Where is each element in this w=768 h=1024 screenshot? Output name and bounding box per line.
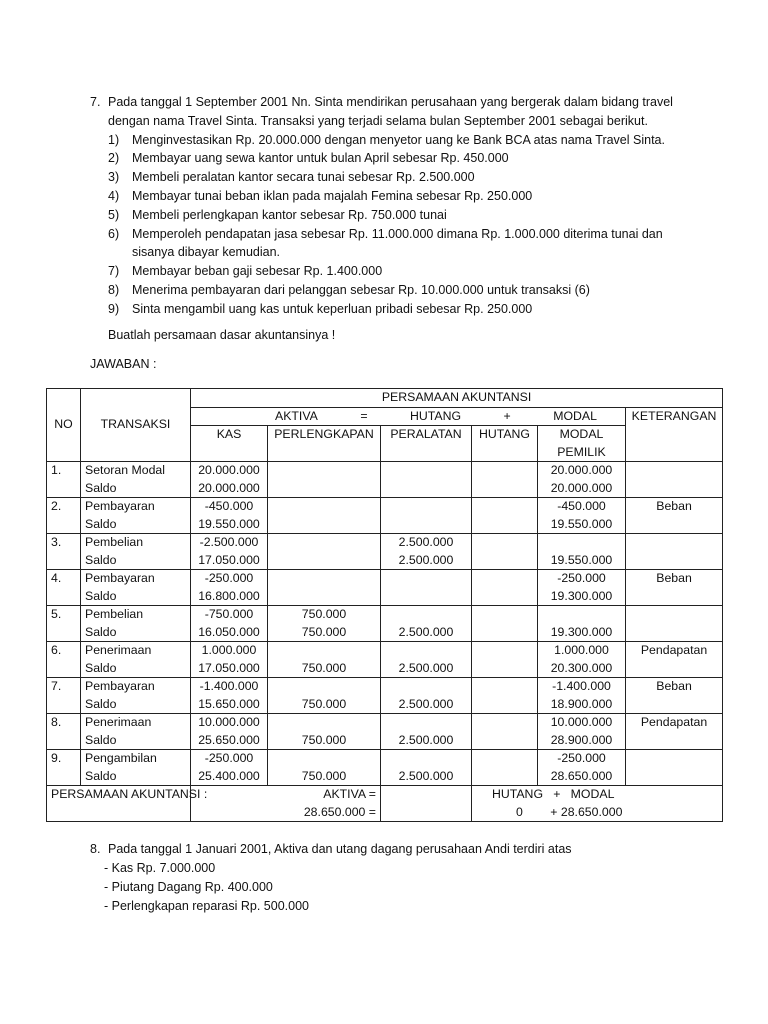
cell-peralatan [381, 750, 472, 786]
cell-hutang-saldo [476, 552, 533, 570]
cell-perlengkapan-change [272, 462, 376, 480]
row-no [47, 498, 81, 534]
transaksi-text: Pembayaran [85, 679, 155, 693]
cell-perlengkapan [268, 498, 381, 534]
cell-hutang-saldo [476, 480, 533, 498]
keterangan-text: Beban [656, 571, 692, 585]
footer-modal-value: + 28.650.000 [550, 804, 623, 819]
question-text: Pada tanggal 1 Januari 2001, Aktiva dan utang dagang perusahaan Andi terdiri atas [108, 842, 572, 856]
transaction-item [108, 168, 710, 187]
transaksi-text: Setoran Modal [85, 463, 165, 477]
cell-peralatan-change [385, 462, 467, 480]
asset-list [90, 859, 572, 916]
item-text-line: Membeli perlengkapan kantor sebesar Rp. 750.000 tunai [132, 207, 447, 222]
row-transaksi [81, 498, 191, 534]
cell-hutang [472, 642, 538, 678]
cell-perlengkapan [268, 642, 381, 678]
cell-kas [191, 498, 268, 534]
cell-keterangan [626, 678, 723, 714]
cell-kas [191, 678, 268, 714]
cell-perlengkapan-change [272, 534, 376, 552]
row-no-text: 8. [51, 715, 62, 729]
cell-modal-change: -250.000 [557, 571, 606, 585]
cell-kas-change: 20.000.000 [198, 463, 260, 477]
transaksi-text: Pembelian [85, 607, 144, 621]
question-text: Pada tanggal 1 September 2001 Nn. Sinta mendirikan perusahaan yang bergerak dalam bidang travel [108, 95, 673, 109]
header-transaksi: TRANSAKSI [81, 389, 191, 462]
cell-modal-saldo: 20.000.000 [550, 480, 613, 495]
cell-kas-saldo: 25.400.000 [198, 768, 260, 783]
header-modal: MODAL [553, 408, 597, 423]
cell-peralatan [381, 534, 472, 570]
cell-peralatan-change [385, 642, 467, 660]
cell-hutang-saldo [476, 696, 533, 714]
item-text [132, 187, 532, 206]
cell-peralatan-change: 2.500.000 [398, 535, 454, 549]
row-no-text: 3. [51, 535, 62, 549]
cell-peralatan-saldo [385, 516, 467, 534]
cell-peralatan [381, 642, 472, 678]
cell-hutang [472, 498, 538, 534]
saldo-label: Saldo [85, 732, 117, 747]
cell-perlengkapan [268, 750, 381, 786]
cell-hutang [472, 606, 538, 642]
cell-modal-saldo: 19.300.000 [550, 588, 613, 603]
cell-perlengkapan-change [272, 642, 376, 660]
cell-kas [191, 534, 268, 570]
footer-label: PERSAMAAN AKUNTANSI : [47, 786, 191, 822]
cell-kas-change: -250.000 [204, 571, 254, 585]
cell-modal-change: -1.400.000 [552, 679, 611, 693]
cell-peralatan-change [385, 498, 467, 516]
item-number: 3) [108, 170, 120, 185]
cell-modal-saldo: 19.550.000 [550, 552, 613, 567]
transaction-item [108, 225, 710, 263]
cell-peralatan-saldo: 2.500.000 [398, 660, 454, 675]
table-row [47, 642, 723, 678]
cell-peralatan-change [385, 606, 467, 624]
row-transaksi [81, 570, 191, 606]
keterangan-text: Pendapatan [640, 715, 708, 729]
cell-modal [538, 462, 626, 498]
cell-hutang-change [476, 606, 533, 624]
accounting-equation-table [46, 388, 723, 822]
footer-rhs-values [476, 804, 718, 822]
question-7-body [108, 112, 710, 319]
cell-perlengkapan [268, 714, 381, 750]
saldo-label: Saldo [85, 480, 117, 495]
table-row [47, 714, 723, 750]
transaksi-text: Penerimaan [85, 715, 152, 729]
transaction-item [108, 206, 710, 225]
row-no-text: 4. [51, 571, 62, 585]
cell-peralatan [381, 498, 472, 534]
header-aktiva: AKTIVA [275, 408, 318, 423]
cell-peralatan [381, 462, 472, 498]
row-no-text: 2. [51, 499, 62, 513]
cell-modal-change: 20.000.000 [550, 463, 613, 477]
cell-hutang-saldo [476, 768, 533, 786]
row-no [47, 606, 81, 642]
cell-modal-change: 10.000.000 [550, 715, 613, 729]
question-text-cont: dengan nama Travel Sinta. Transaksi yang terjadi selama bulan September 2001 sebagai berikut. [108, 113, 648, 128]
cell-kas-change: -1.400.000 [199, 679, 259, 693]
header-peralatan: PERALATAN [381, 426, 472, 462]
cell-peralatan-saldo [385, 480, 467, 498]
transaction-item [108, 300, 710, 319]
cell-modal-saldo: 28.650.000 [550, 768, 613, 783]
answer-label: JAWABAN : [90, 357, 157, 371]
question-number: 7. [90, 95, 101, 109]
cell-keterangan [626, 462, 723, 498]
footer-aktiva [191, 786, 381, 822]
row-no-text: 1. [51, 463, 62, 477]
saldo-label: Saldo [85, 588, 117, 603]
transaksi-text: Pengambilan [85, 751, 157, 765]
footer-hutang-value: 0 [516, 804, 523, 819]
cell-kas [191, 642, 268, 678]
item-number: 1) [108, 132, 120, 147]
keterangan-text: Beban [656, 679, 692, 693]
asset-item: - Piutang Dagang Rp. 400.000 [104, 880, 273, 894]
item-text-line: Sinta mengambil uang kas untuk keperluan pribadi sebesar Rp. 250.000 [132, 301, 533, 316]
table-row [47, 750, 723, 786]
cell-perlengkapan-change: 750.000 [301, 607, 347, 621]
keterangan-text: Beban [656, 499, 692, 513]
keterangan-text: Pendapatan [640, 643, 708, 657]
cell-perlengkapan-change [272, 714, 376, 732]
cell-kas-saldo: 25.650.000 [198, 732, 260, 747]
cell-modal-change [542, 606, 621, 624]
transaction-item [108, 187, 710, 206]
item-text-line: Membayar uang sewa kantor untuk bulan April sebesar Rp. 450.000 [132, 151, 509, 166]
cell-hutang-saldo [476, 624, 533, 642]
row-transaksi [81, 750, 191, 786]
row-no [47, 714, 81, 750]
item-text-line: Menerima pembayaran dari pelanggan sebesar Rp. 10.000.000 untuk transaksi (6) [132, 282, 590, 297]
cell-modal-saldo: 19.300.000 [550, 624, 613, 639]
item-number: 8) [108, 282, 120, 297]
item-number: 4) [108, 188, 120, 203]
transaksi-text: Pembayaran [85, 499, 155, 513]
cell-perlengkapan-saldo [272, 516, 376, 534]
cell-modal [538, 534, 626, 570]
instruction-text: Buatlah persamaan dasar akuntansinya ! [108, 328, 336, 342]
cell-keterangan [626, 534, 723, 570]
saldo-label: Saldo [85, 696, 117, 711]
item-text [132, 300, 532, 319]
cell-kas-saldo: 20.000.000 [198, 480, 260, 495]
cell-peralatan-saldo: 2.500.000 [398, 732, 454, 747]
item-text-line: Membayar beban gaji sebesar Rp. 1.400.000 [132, 264, 383, 279]
cell-perlengkapan [268, 534, 381, 570]
cell-perlengkapan-saldo [272, 588, 376, 606]
cell-modal-saldo: 19.550.000 [550, 516, 613, 531]
item-number: 9) [108, 301, 120, 316]
cell-kas-saldo: 16.800.000 [198, 588, 260, 603]
cell-kas-change: -450.000 [204, 499, 254, 513]
row-no-text: 7. [51, 679, 62, 693]
item-number: 7) [108, 264, 120, 279]
header-equals: = [360, 408, 368, 423]
transaksi-text: Pembayaran [85, 571, 155, 585]
cell-modal [538, 570, 626, 606]
row-no [47, 642, 81, 678]
header-plus: + [503, 408, 511, 423]
cell-modal-saldo: 28.900.000 [550, 732, 613, 747]
table-row [47, 498, 723, 534]
cell-perlengkapan [268, 606, 381, 642]
cell-peralatan-saldo: 2.500.000 [398, 552, 454, 567]
cell-peralatan [381, 714, 472, 750]
row-no [47, 462, 81, 498]
cell-modal [538, 606, 626, 642]
cell-perlengkapan [268, 570, 381, 606]
table-row [47, 534, 723, 570]
cell-peralatan [381, 570, 472, 606]
row-no [47, 534, 81, 570]
transaction-item [108, 281, 710, 300]
cell-perlengkapan-change [272, 750, 376, 768]
table-row [47, 570, 723, 606]
table-row [47, 678, 723, 714]
cell-modal-change [542, 534, 621, 552]
question-7-intro [90, 93, 710, 112]
cell-hutang-change [476, 462, 533, 480]
footer-aktiva-label: AKTIVA = [323, 787, 376, 801]
cell-modal [538, 678, 626, 714]
item-text-line: Membayar tunai beban iklan pada majalah Femina sebesar Rp. 250.000 [132, 188, 533, 203]
transaction-item [108, 149, 710, 168]
cell-perlengkapan-change [272, 498, 376, 516]
saldo-label: Saldo [85, 768, 117, 783]
cell-peralatan [381, 678, 472, 714]
footer-aktiva-value: 28.650.000 = [303, 804, 376, 819]
cell-hutang-saldo [476, 516, 533, 534]
cell-keterangan [626, 714, 723, 750]
cell-perlengkapan-change [272, 678, 376, 696]
cell-hutang-change [476, 750, 533, 768]
item-text-line: Menginvestasikan Rp. 20.000.000 dengan menyetor uang ke Bank BCA atas nama Travel Sinta. [132, 132, 665, 147]
cell-modal [538, 642, 626, 678]
cell-hutang-change [476, 498, 533, 516]
cell-kas [191, 570, 268, 606]
cell-kas-saldo: 15.650.000 [198, 696, 260, 711]
cell-keterangan [626, 642, 723, 678]
cell-perlengkapan-saldo: 750.000 [301, 660, 347, 675]
row-transaksi [81, 678, 191, 714]
cell-perlengkapan-saldo: 750.000 [301, 696, 347, 711]
header-equation [191, 407, 626, 426]
row-no-text: 5. [51, 607, 62, 621]
row-no [47, 750, 81, 786]
transaksi-text: Pembelian [85, 535, 144, 549]
footer-rhs-label: HUTANG + MODAL [492, 787, 615, 801]
transaction-item [108, 131, 710, 150]
item-text [132, 131, 665, 150]
cell-hutang-saldo [476, 660, 533, 678]
cell-kas [191, 750, 268, 786]
cell-perlengkapan-saldo [272, 552, 376, 570]
cell-keterangan [626, 606, 723, 642]
cell-modal [538, 498, 626, 534]
cell-hutang-change [476, 534, 533, 552]
cell-hutang [472, 462, 538, 498]
item-text [132, 149, 509, 168]
cell-peralatan-saldo: 2.500.000 [398, 696, 454, 711]
item-number: 2) [108, 151, 120, 166]
cell-hutang-change [476, 678, 533, 696]
cell-kas-saldo: 16.050.000 [198, 624, 260, 639]
cell-hutang-saldo [476, 732, 533, 750]
cell-keterangan [626, 570, 723, 606]
row-no-text: 6. [51, 643, 62, 657]
header-no: NO [47, 389, 81, 462]
cell-peralatan-saldo: 2.500.000 [398, 624, 454, 639]
asset-item: - Perlengkapan reparasi Rp. 500.000 [104, 899, 309, 913]
cell-kas-saldo: 17.050.000 [198, 660, 260, 675]
header-modal-pemilik: MODAL PEMILIK [538, 426, 626, 462]
cell-peralatan-saldo: 2.500.000 [398, 768, 454, 783]
row-transaksi [81, 714, 191, 750]
item-number: 6) [108, 226, 120, 241]
cell-keterangan [626, 498, 723, 534]
saldo-label: Saldo [85, 552, 117, 567]
item-text-line: Membeli peralatan kantor secara tunai sebesar Rp. 2.500.000 [132, 170, 475, 185]
table-row [47, 462, 723, 498]
keterangan-text [630, 534, 718, 552]
cell-modal-change: 1.000.000 [554, 643, 609, 657]
header-keterangan: KETERANGAN [626, 407, 723, 462]
cell-kas-change: -2.500.000 [199, 535, 259, 549]
header-perlengkapan: PERLENGKAPAN [268, 426, 381, 462]
row-transaksi [81, 534, 191, 570]
header-kas: KAS [191, 426, 268, 462]
cell-peralatan-change [385, 678, 467, 696]
item-number: 5) [108, 207, 120, 222]
row-no [47, 570, 81, 606]
cell-hutang [472, 750, 538, 786]
transaction-item [108, 262, 710, 281]
cell-peralatan-change [385, 570, 467, 588]
question-7 [90, 93, 710, 319]
item-text [132, 206, 447, 225]
transaction-list [108, 131, 710, 319]
row-transaksi [81, 462, 191, 498]
cell-modal-change: -250.000 [557, 751, 606, 765]
cell-perlengkapan [268, 462, 381, 498]
asset-item: - Kas Rp. 7.000.000 [104, 861, 216, 875]
row-no-text: 9. [51, 751, 62, 765]
cell-kas-change: -250.000 [204, 751, 254, 765]
saldo-label: Saldo [85, 660, 117, 675]
cell-peralatan-saldo [385, 588, 467, 606]
header-persamaan: PERSAMAAN AKUNTANSI [191, 389, 723, 408]
question-number: 8. [90, 842, 101, 856]
item-text [132, 281, 590, 300]
cell-modal-saldo: 20.300.000 [550, 660, 613, 675]
cell-hutang [472, 678, 538, 714]
row-transaksi [81, 606, 191, 642]
item-text [132, 225, 663, 263]
item-text-line: Memperoleh pendapatan jasa sebesar Rp. 11.000.000 dimana Rp. 1.000.000 diterima tunai dan [132, 226, 663, 241]
cell-perlengkapan-saldo: 750.000 [301, 624, 347, 639]
cell-perlengkapan-change [272, 570, 376, 588]
table-row [47, 606, 723, 642]
item-text [132, 168, 475, 187]
cell-modal-saldo: 18.900.000 [550, 696, 613, 711]
cell-kas-change: 1.000.000 [201, 643, 257, 657]
saldo-label: Saldo [85, 516, 117, 531]
question-8-intro [90, 840, 572, 859]
row-no [47, 678, 81, 714]
cell-peralatan-change [385, 714, 467, 732]
cell-perlengkapan-saldo [272, 480, 376, 498]
cell-peralatan-change [385, 750, 467, 768]
footer-rhs [472, 786, 723, 822]
question-8 [90, 840, 572, 916]
cell-perlengkapan-saldo: 750.000 [301, 732, 347, 747]
header-hutang-col: HUTANG [472, 426, 538, 462]
cell-kas [191, 714, 268, 750]
cell-hutang-saldo [476, 588, 533, 606]
cell-modal-change: -450.000 [557, 499, 606, 513]
cell-peralatan [381, 606, 472, 642]
cell-kas [191, 606, 268, 642]
transaksi-text: Penerimaan [85, 643, 152, 657]
cell-hutang [472, 534, 538, 570]
cell-hutang [472, 714, 538, 750]
cell-hutang-change [476, 714, 533, 732]
row-transaksi [81, 642, 191, 678]
cell-modal [538, 714, 626, 750]
table-body [47, 462, 723, 786]
cell-keterangan [626, 750, 723, 786]
cell-hutang [472, 570, 538, 606]
cell-hutang-change [476, 570, 533, 588]
item-text [132, 262, 382, 281]
keterangan-text [630, 462, 718, 480]
keterangan-text [630, 606, 718, 624]
header-hutang: HUTANG [410, 408, 462, 423]
keterangan-text [630, 750, 718, 768]
cell-hutang-change [476, 642, 533, 660]
item-text-line: sisanya dibayar kemudian. [132, 245, 280, 260]
cell-perlengkapan-saldo: 750.000 [301, 768, 347, 783]
cell-kas-saldo: 17.050.000 [198, 552, 260, 567]
cell-kas-change: -750.000 [204, 607, 254, 621]
cell-kas-saldo: 19.550.000 [198, 516, 260, 531]
cell-kas-change: 10.000.000 [198, 715, 260, 729]
cell-modal [538, 750, 626, 786]
cell-kas [191, 462, 268, 498]
cell-perlengkapan [268, 678, 381, 714]
saldo-label: Saldo [85, 624, 117, 639]
